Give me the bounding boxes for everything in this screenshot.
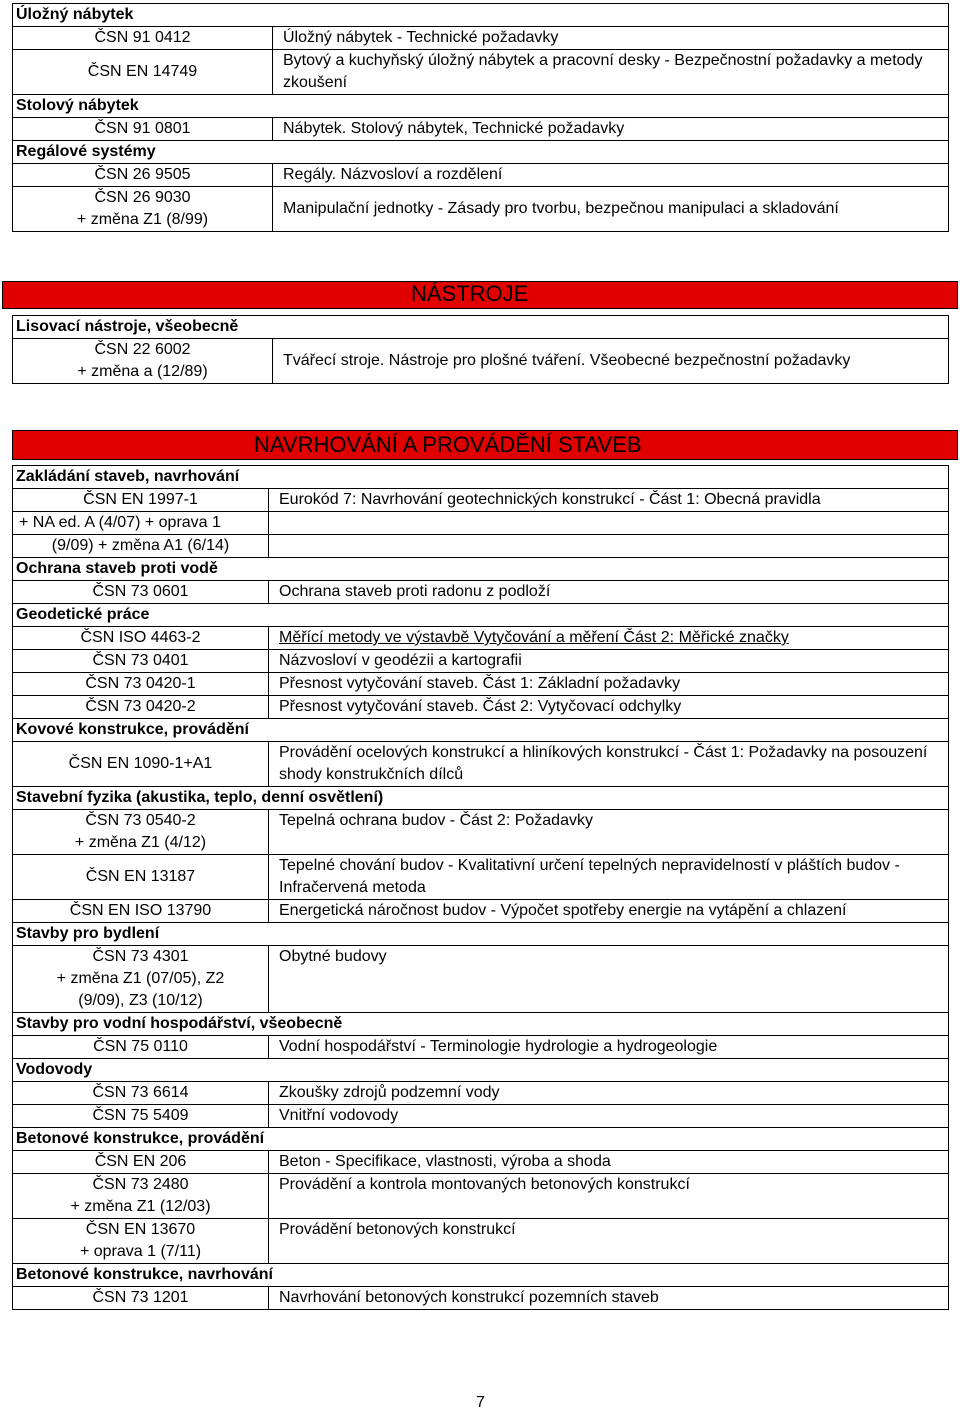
standard-title: Eurokód 7: Navrhování geotechnických konstrukcí - Část 1: Obecná pravidla	[269, 489, 949, 512]
table-row	[13, 1287, 949, 1310]
standard-code: ČSN EN 13187	[13, 855, 269, 900]
standard-code: ČSN EN ISO 13790	[13, 900, 269, 923]
standard-code: ČSN 26 9030 + změna Z1 (8/99)	[13, 187, 273, 232]
table-row	[13, 696, 949, 719]
tools-standards-table	[12, 315, 949, 384]
standard-code: ČSN 73 0601	[13, 581, 269, 604]
table-row	[13, 141, 949, 164]
table-row	[13, 558, 949, 581]
section-title-construction: NAVRHOVÁNÍ A PROVÁDĚNÍ STAVEB	[254, 432, 642, 457]
standard-title: Zkoušky zdrojů podzemní vody	[269, 1082, 949, 1105]
furniture-standards-table	[12, 3, 949, 232]
standard-title: Beton - Specifikace, vlastnosti, výroba a shoda	[269, 1151, 949, 1174]
standard-title: Navrhování betonových konstrukcí pozemních staveb	[269, 1287, 949, 1310]
table-row	[13, 946, 949, 1013]
standard-code: ČSN 73 2480 + změna Z1 (12/03)	[13, 1174, 269, 1219]
table-row	[13, 1264, 949, 1287]
table-row	[13, 1036, 949, 1059]
group-heading: Geodetické práce	[13, 604, 949, 627]
table-row	[13, 50, 949, 95]
standard-code: ČSN ISO 4463-2	[13, 627, 269, 650]
table-row	[13, 118, 949, 141]
table-row	[13, 535, 949, 558]
table-row	[13, 1013, 949, 1036]
section-title-tools: NÁSTROJE	[411, 281, 529, 306]
standard-code: ČSN 73 0420-1	[13, 673, 269, 696]
standard-code: ČSN 75 0110	[13, 1036, 269, 1059]
page-number: 7	[476, 1394, 485, 1411]
standard-title: Provádění ocelových konstrukcí a hliníkových konstrukcí - Část 1: Požadavky na posouzení shody konstrukčních dílců	[269, 742, 949, 787]
table-row	[13, 466, 949, 489]
table-row	[13, 1219, 949, 1264]
table-row	[13, 27, 949, 50]
table-row	[13, 855, 949, 900]
standard-code-note: (9/09) + změna A1 (6/14)	[13, 535, 269, 558]
group-heading: Betonové konstrukce, navrhování	[13, 1264, 949, 1287]
standard-code: ČSN EN 1997-1	[13, 489, 269, 512]
group-heading: Stavební fyzika (akustika, teplo, denní osvětlení)	[13, 787, 949, 810]
standard-code: ČSN 73 1201	[13, 1287, 269, 1310]
table-row	[13, 339, 949, 384]
table-row	[13, 604, 949, 627]
group-heading: Betonové konstrukce, provádění	[13, 1128, 949, 1151]
table-row	[13, 1128, 949, 1151]
standard-code: ČSN 73 0540-2 + změna Z1 (4/12)	[13, 810, 269, 855]
standard-title: Energetická náročnost budov - Výpočet spotřeby energie na vytápění a chlazení	[269, 900, 949, 923]
standard-title: Tvářecí stroje. Nástroje pro plošné tváření. Všeobecné bezpečnostní požadavky	[273, 339, 949, 384]
group-heading: Úložný nábytek	[13, 4, 949, 27]
standard-title: Přesnost vytyčování staveb. Část 2: Vytyčovací odchylky	[269, 696, 949, 719]
standard-title: Vnitřní vodovody	[269, 1105, 949, 1128]
standard-title: Úložný nábytek - Technické požadavky	[273, 27, 949, 50]
standard-title: Provádění betonových konstrukcí	[269, 1219, 949, 1264]
standard-code: ČSN 73 0401	[13, 650, 269, 673]
standard-code: ČSN 22 6002 + změna a (12/89)	[13, 339, 273, 384]
standard-code: ČSN 73 6614	[13, 1082, 269, 1105]
table-row	[13, 1082, 949, 1105]
table-row	[13, 489, 949, 512]
standard-code-note: + NA ed. A (4/07) + oprava 1	[13, 512, 269, 535]
table-row	[13, 810, 949, 855]
standard-title: Regály. Názvosloví a rozdělení	[273, 164, 949, 187]
table-row	[13, 164, 949, 187]
group-heading: Kovové konstrukce, provádění	[13, 719, 949, 742]
group-heading: Stolový nábytek	[13, 95, 949, 118]
table-row	[13, 1174, 949, 1219]
construction-standards-table	[12, 465, 949, 1310]
table-row	[13, 1151, 949, 1174]
standard-title: Bytový a kuchyňský úložný nábytek a pracovní desky - Bezpečnostní požadavky a metody zkoušení	[273, 50, 949, 95]
standard-title: Manipulační jednotky - Zásady pro tvorbu, bezpečnou manipulaci a skladování	[273, 187, 949, 232]
standard-title: Obytné budovy	[269, 946, 949, 1013]
group-heading: Zakládání staveb, navrhování	[13, 466, 949, 489]
table-row	[13, 187, 949, 232]
standard-title: Tepelné chování budov - Kvalitativní určení tepelných nepravidelností v pláštích budov - Infračervená metoda	[269, 855, 949, 900]
standard-code: ČSN 91 0801	[13, 118, 273, 141]
standard-code: ČSN EN 1090-1+A1	[13, 742, 269, 787]
standard-title	[269, 512, 949, 535]
table-row	[13, 719, 949, 742]
group-heading: Lisovací nástroje, všeobecně	[13, 316, 949, 339]
standard-code: ČSN 91 0412	[13, 27, 273, 50]
standard-code: ČSN 75 5409	[13, 1105, 269, 1128]
standard-code: ČSN 73 4301 + změna Z1 (07/05), Z2 (9/09), Z3 (10/12)	[13, 946, 269, 1013]
standard-code: ČSN EN 14749	[13, 50, 273, 95]
standard-code: ČSN EN 13670 + oprava 1 (7/11)	[13, 1219, 269, 1264]
standard-title: Názvosloví v geodézii a kartografii	[269, 650, 949, 673]
table-row	[13, 650, 949, 673]
standard-title: Provádění a kontrola montovaných betonových konstrukcí	[269, 1174, 949, 1219]
table-row	[13, 512, 949, 535]
table-row	[13, 1059, 949, 1082]
group-heading: Vodovody	[13, 1059, 949, 1082]
standard-title: Tepelná ochrana budov - Část 2: Požadavky	[269, 810, 949, 855]
table-row	[13, 581, 949, 604]
standard-code: ČSN EN 206	[13, 1151, 269, 1174]
table-row	[13, 787, 949, 810]
standard-code: ČSN 73 0420-2	[13, 696, 269, 719]
standard-title: Ochrana staveb proti radonu z podloží	[269, 581, 949, 604]
table-row	[13, 673, 949, 696]
group-heading: Ochrana staveb proti vodě	[13, 558, 949, 581]
standard-title: Nábytek. Stolový nábytek, Technické požadavky	[273, 118, 949, 141]
group-heading: Regálové systémy	[13, 141, 949, 164]
table-row	[13, 4, 949, 27]
standard-title: Vodní hospodářství - Terminologie hydrologie a hydrogeologie	[269, 1036, 949, 1059]
table-row	[13, 923, 949, 946]
standard-title: Měřící metody ve výstavbě Vytyčování a měření Část 2: Měřické značky	[269, 627, 949, 650]
table-row	[13, 742, 949, 787]
group-heading: Stavby pro bydlení	[13, 923, 949, 946]
table-row	[13, 627, 949, 650]
group-heading: Stavby pro vodní hospodářství, všeobecně	[13, 1013, 949, 1036]
table-row	[13, 1105, 949, 1128]
table-row	[13, 316, 949, 339]
standard-title	[269, 535, 949, 558]
standard-title: Přesnost vytyčování staveb. Část 1: Základní požadavky	[269, 673, 949, 696]
table-row	[13, 95, 949, 118]
standard-code: ČSN 26 9505	[13, 164, 273, 187]
table-row	[13, 900, 949, 923]
